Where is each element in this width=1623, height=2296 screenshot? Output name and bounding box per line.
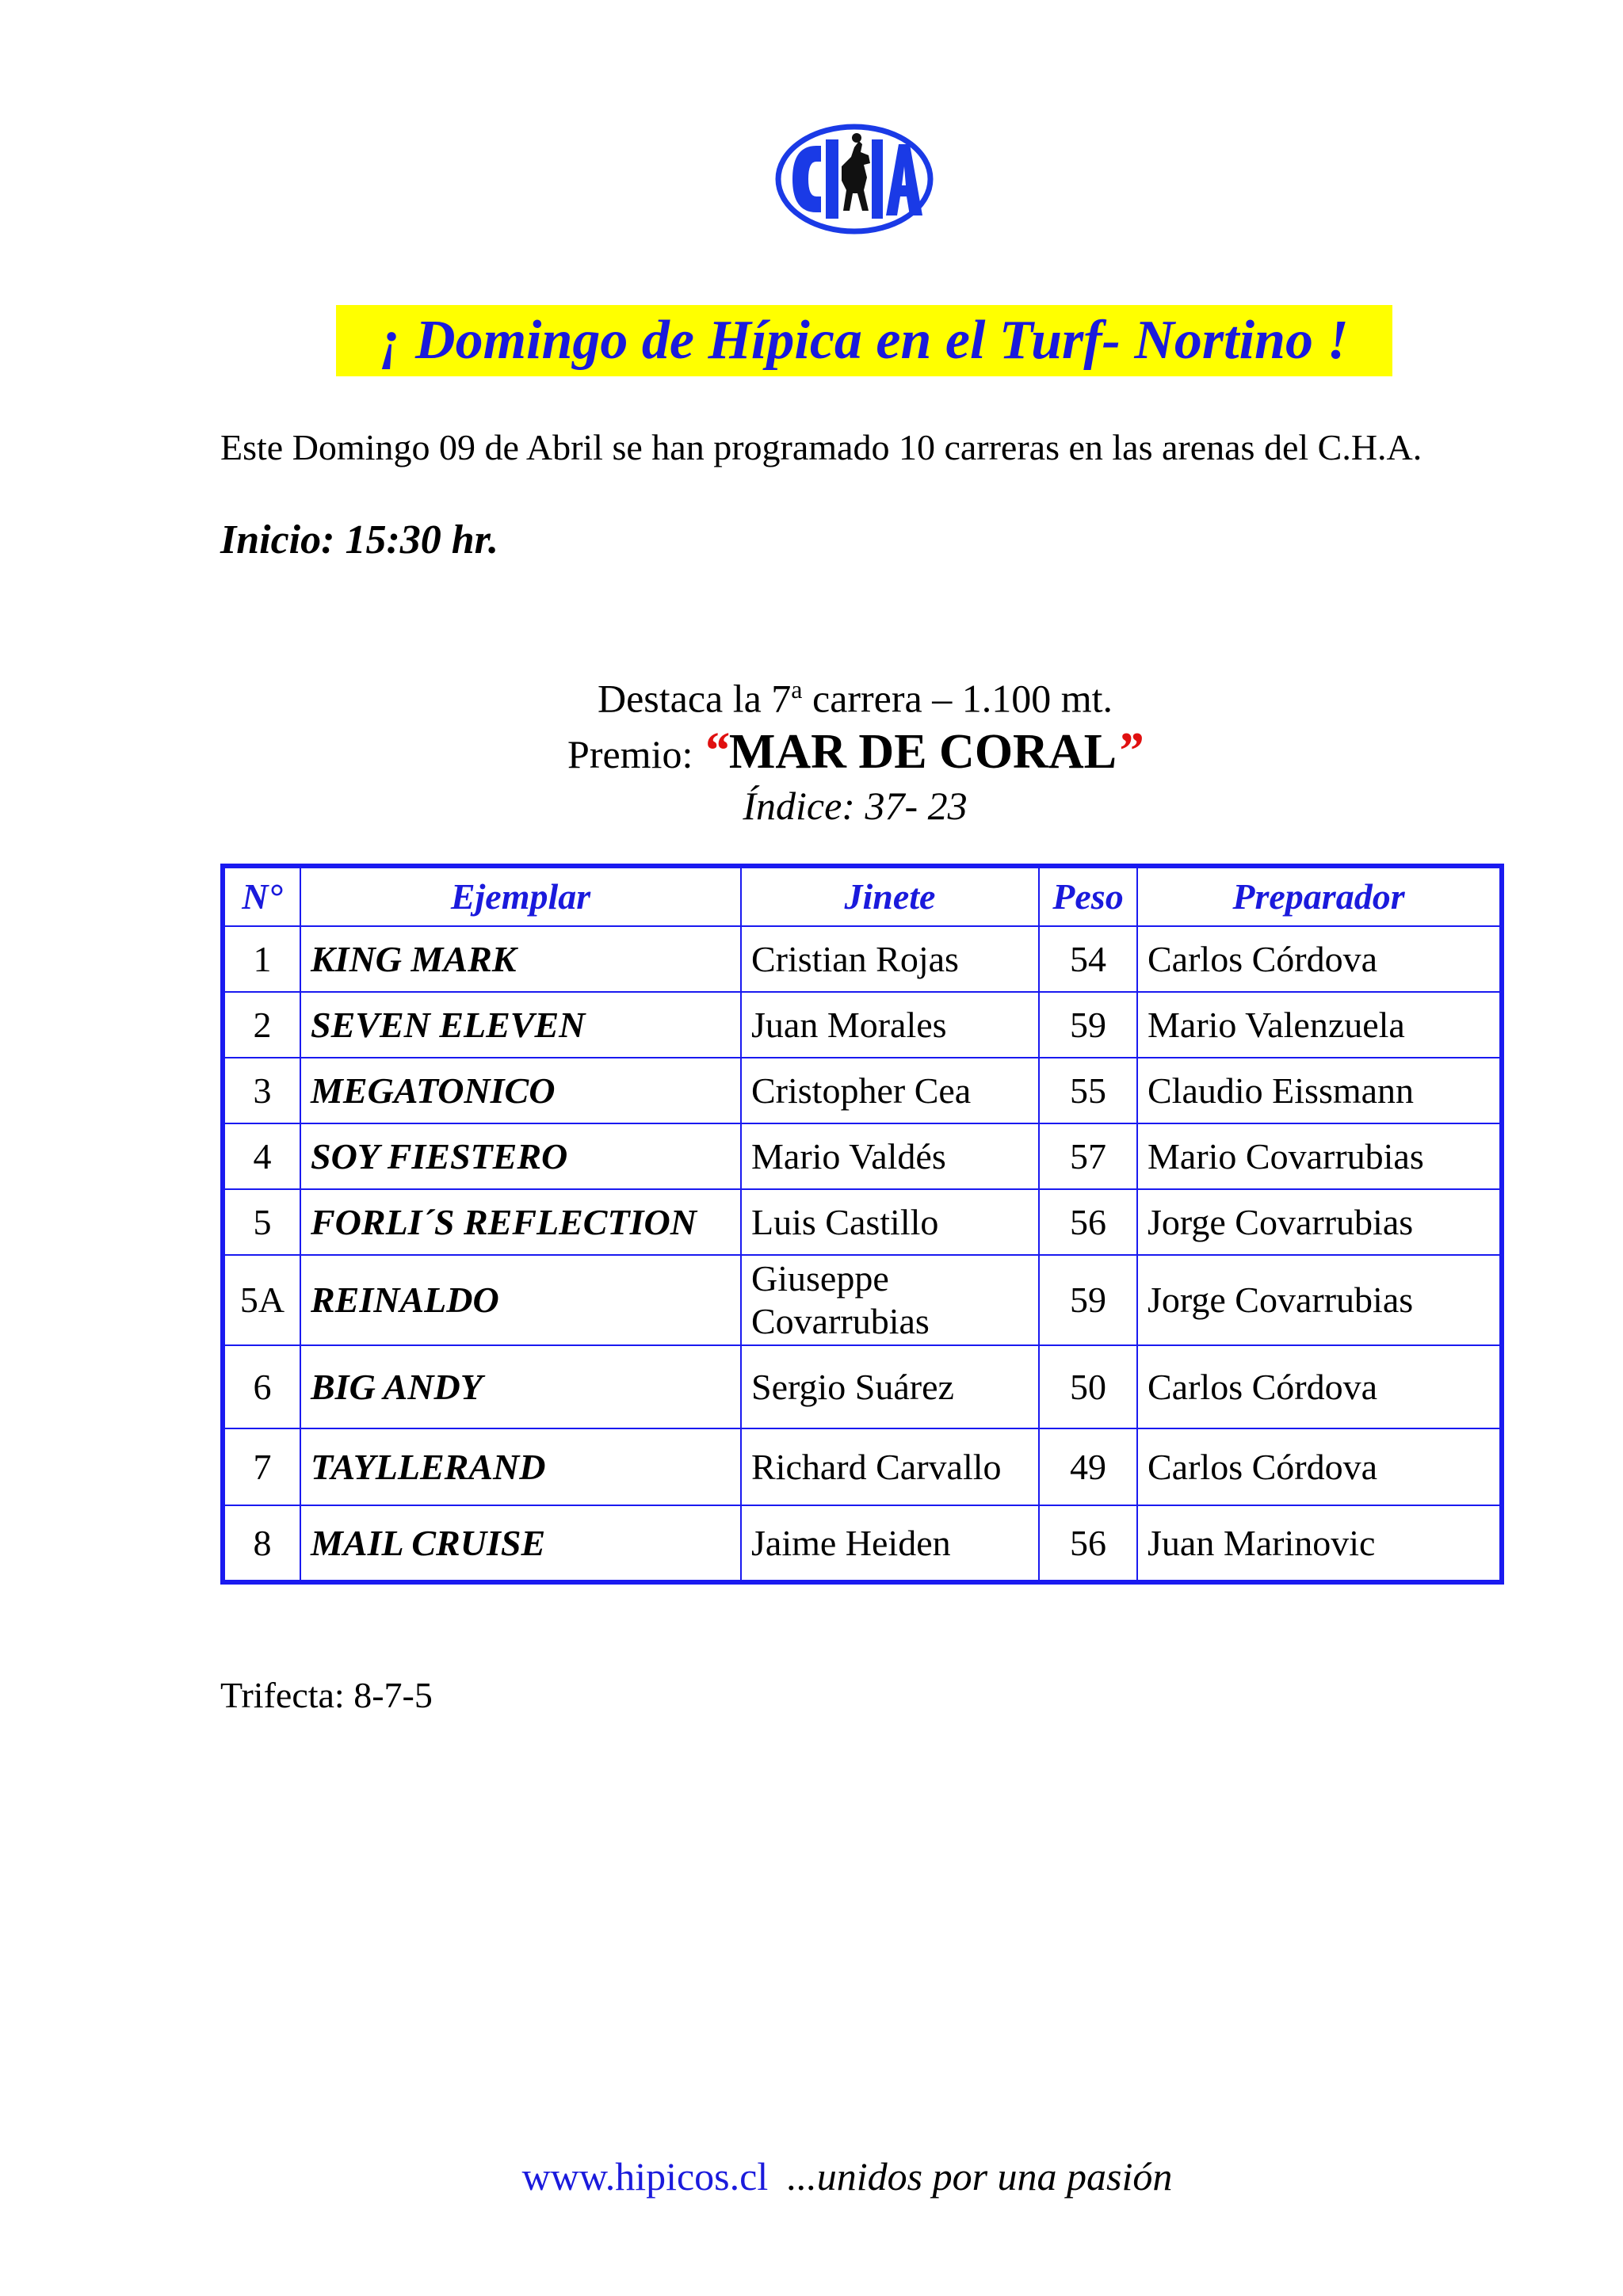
- start-time: Inicio: 15:30 hr.: [220, 517, 499, 563]
- row-weight: 57: [1039, 1123, 1137, 1189]
- row-jockey-line1: Giuseppe: [751, 1258, 889, 1299]
- row-weight: 56: [1039, 1189, 1137, 1255]
- cha-logo: [775, 117, 934, 236]
- row-trainer: Jorge Covarrubias: [1137, 1255, 1502, 1345]
- header-num: N°: [223, 866, 300, 926]
- row-trainer: Carlos Córdova: [1137, 1428, 1502, 1505]
- featured-index: Índice: 37- 23: [743, 784, 968, 828]
- intro-text: Este Domingo 09 de Abril se han programado 10 carreras en las arenas del C.H.A.: [220, 427, 1423, 467]
- row-weight: 50: [1039, 1345, 1137, 1428]
- header-weight: Peso: [1039, 866, 1137, 926]
- footer: [0, 2151, 1623, 2202]
- table-row: [223, 1123, 1502, 1189]
- row-weight: 49: [1039, 1428, 1137, 1505]
- featured-race-ordinal: a: [791, 675, 803, 704]
- row-num: 3: [223, 1058, 300, 1123]
- row-weight: 59: [1039, 992, 1137, 1058]
- row-horse: TAYLLERAND: [300, 1428, 741, 1505]
- table-row: [223, 926, 1502, 992]
- table-row: [223, 1058, 1502, 1123]
- entries-table: [220, 864, 1504, 1585]
- table-row: [223, 1428, 1502, 1505]
- row-num: 6: [223, 1345, 300, 1428]
- prize-label: Premio:: [567, 732, 703, 776]
- row-num: 7: [223, 1428, 300, 1505]
- table-row: [223, 1255, 1502, 1345]
- row-horse: FORLI´S REFLECTION: [300, 1189, 741, 1255]
- table-row: [223, 992, 1502, 1058]
- featured-race-suffix: carrera – 1.100 mt.: [802, 676, 1113, 721]
- trifecta: Trifecta: 8-7-5: [220, 1675, 433, 1715]
- prize-name: MAR DE CORAL: [728, 725, 1117, 779]
- row-weight: 56: [1039, 1505, 1137, 1582]
- row-jockey: Cristopher Cea: [741, 1058, 1039, 1123]
- row-jockey-line2: Covarrubias: [751, 1301, 930, 1341]
- prize-quote-close: ”: [1116, 722, 1143, 780]
- header-trainer: Preparador: [1137, 866, 1502, 926]
- row-weight: 59: [1039, 1255, 1137, 1345]
- row-horse: REINALDO: [300, 1255, 741, 1345]
- row-trainer: Mario Covarrubias: [1137, 1123, 1502, 1189]
- row-jockey: Luis Castillo: [741, 1189, 1039, 1255]
- row-num: 5A: [223, 1255, 300, 1345]
- row-horse: BIG ANDY: [300, 1345, 741, 1428]
- row-num: 5: [223, 1189, 300, 1255]
- row-jockey: Jaime Heiden: [741, 1505, 1039, 1582]
- header-jockey: Jinete: [741, 866, 1039, 926]
- footer-tagline: ...unidos por una pasión: [787, 2154, 1173, 2199]
- row-jockey: Juan Morales: [741, 992, 1039, 1058]
- row-weight: 55: [1039, 1058, 1137, 1123]
- table-row: [223, 1345, 1502, 1428]
- row-num: 2: [223, 992, 300, 1058]
- row-jockey: [741, 1255, 1039, 1345]
- row-trainer: Claudio Eissmann: [1137, 1058, 1502, 1123]
- row-horse: KING MARK: [300, 926, 741, 992]
- row-trainer: Carlos Córdova: [1137, 926, 1502, 992]
- row-trainer: Mario Valenzuela: [1137, 992, 1502, 1058]
- featured-prize: [0, 719, 1623, 786]
- row-horse: SEVEN ELEVEN: [300, 992, 741, 1058]
- table-row: [223, 1189, 1502, 1255]
- row-horse: SOY FIESTERO: [300, 1123, 741, 1189]
- table-row: [223, 1505, 1502, 1582]
- header-horse: Ejemplar: [300, 866, 741, 926]
- featured-race-prefix: Destaca la 7: [597, 676, 792, 721]
- featured-race: [0, 664, 1623, 724]
- table-header-row: [223, 866, 1502, 926]
- row-jockey: Sergio Suárez: [741, 1345, 1039, 1428]
- row-trainer: Carlos Córdova: [1137, 1345, 1502, 1428]
- row-horse: MEGATONICO: [300, 1058, 741, 1123]
- headline: ¡ Domingo de Hípica en el Turf- Nortino !: [336, 305, 1392, 376]
- row-num: 1: [223, 926, 300, 992]
- row-num: 8: [223, 1505, 300, 1582]
- row-trainer: Jorge Covarrubias: [1137, 1189, 1502, 1255]
- row-num: 4: [223, 1123, 300, 1189]
- row-horse: MAIL CRUISE: [300, 1505, 741, 1582]
- prize-quote-open: “: [702, 722, 729, 780]
- row-trainer: Juan Marinovic: [1137, 1505, 1502, 1582]
- row-jockey: Cristian Rojas: [741, 926, 1039, 992]
- footer-link[interactable]: www.hipicos.cl: [521, 2154, 769, 2199]
- row-weight: 54: [1039, 926, 1137, 992]
- row-jockey: Richard Carvallo: [741, 1428, 1039, 1505]
- row-jockey: Mario Valdés: [741, 1123, 1039, 1189]
